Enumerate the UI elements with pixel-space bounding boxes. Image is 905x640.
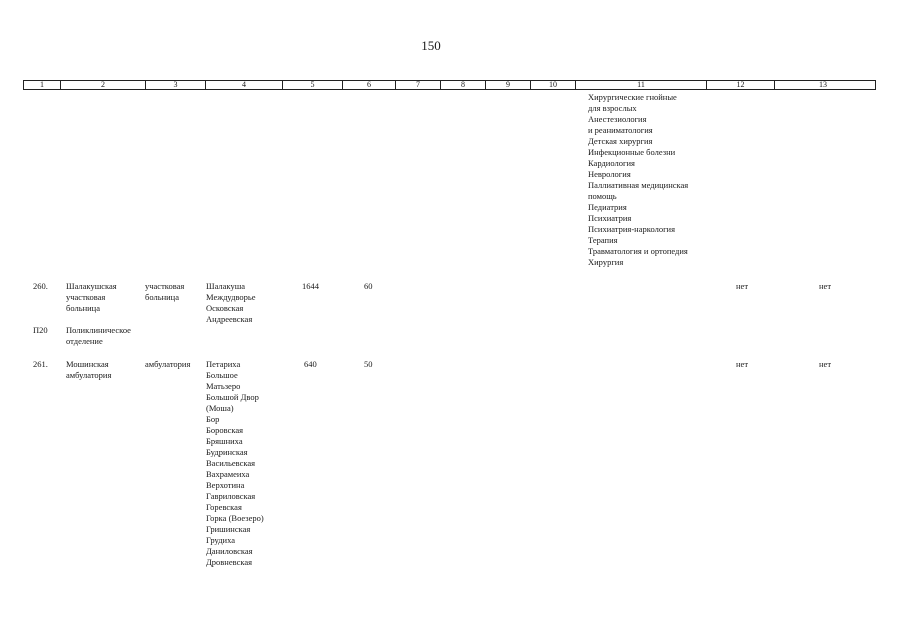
- settlement: Грудиха: [206, 535, 236, 545]
- continuation-specialties: [588, 92, 688, 268]
- entry-name-line: участковая: [66, 292, 106, 302]
- column-header: 11: [576, 81, 707, 89]
- specialty-item: Хирургические гнойные: [588, 92, 677, 102]
- entry-type-line: участковая: [145, 281, 185, 291]
- entry-col5: 1644: [302, 281, 319, 291]
- entry-name-line: Мошинская: [66, 359, 109, 369]
- column-header: 4: [206, 81, 283, 89]
- settlement: Большое: [206, 370, 238, 380]
- settlement: Вахрамеиха: [206, 469, 250, 479]
- column-header: 9: [486, 81, 531, 89]
- page-number: 150: [421, 38, 441, 53]
- settlement: Гавриловская: [206, 491, 256, 501]
- settlement: Матьзеро: [206, 381, 241, 391]
- sub-entry-name-line: отделение: [66, 336, 103, 346]
- entry-col13: нет: [819, 359, 832, 369]
- settlement: Бор: [206, 414, 220, 424]
- specialty-item: Кардиология: [588, 158, 635, 168]
- settlement: Боровская: [206, 425, 244, 435]
- sub-entry-code: П20: [33, 325, 48, 335]
- specialty-item: помощь: [588, 191, 617, 201]
- entry-type: [145, 281, 184, 303]
- specialty-item: Неврология: [588, 169, 631, 179]
- entry-name: [66, 281, 117, 314]
- specialty-item: Педиатрия: [588, 202, 627, 212]
- entry-settlements: [206, 281, 256, 325]
- settlement: Андреевская: [206, 314, 253, 324]
- entry-col12: нет: [736, 359, 749, 369]
- column-header: 7: [396, 81, 441, 89]
- entry-col6: 50: [364, 359, 373, 369]
- entry-type-line: амбулатория: [145, 359, 191, 369]
- entry-name-line: больница: [66, 303, 100, 313]
- specialty-item: Паллиативная медицинская: [588, 180, 689, 190]
- settlement: Междудворье: [206, 292, 256, 302]
- column-header: 10: [531, 81, 576, 89]
- settlement: Васильевская: [206, 458, 256, 468]
- settlement: Горка (Воезеро): [206, 513, 264, 523]
- entry-number: 261.: [33, 359, 48, 369]
- specialty-item: Хирургия: [588, 257, 624, 267]
- specialty-item: Психиатрия: [588, 213, 632, 223]
- entry-settlements: [206, 359, 264, 568]
- column-header: 12: [707, 81, 775, 89]
- settlement: Бряшниха: [206, 436, 243, 446]
- column-header: 6: [343, 81, 396, 89]
- specialty-item: Анестезиология: [588, 114, 647, 124]
- settlement: Верхотина: [206, 480, 245, 490]
- settlement: Большой Двор: [206, 392, 259, 402]
- column-header: 2: [61, 81, 146, 89]
- specialty-item: Инфекционные болезни: [588, 147, 676, 157]
- settlement: Дровневская: [206, 557, 253, 567]
- column-header: 1: [24, 81, 61, 89]
- entry-name: [66, 359, 111, 381]
- settlement: Гришинская: [206, 524, 251, 534]
- column-header: 3: [146, 81, 206, 89]
- entry-number: 260.: [33, 281, 48, 291]
- specialty-item: Психиатрия-наркология: [588, 224, 676, 234]
- settlement: Будринская: [206, 447, 248, 457]
- entry-col12: нет: [736, 281, 749, 291]
- settlement: Шалакуша: [206, 281, 246, 291]
- column-header: 5: [283, 81, 343, 89]
- column-header: 13: [819, 80, 827, 89]
- specialty-item: Травматология и ортопедия: [588, 246, 688, 256]
- entry-name-line: амбулатория: [66, 370, 112, 380]
- specialty-item: Терапия: [588, 235, 618, 245]
- column-header: 8: [441, 81, 486, 89]
- entry-name-line: Шалакушская: [66, 281, 117, 291]
- settlement: Осковская: [206, 303, 244, 313]
- specialty-item: и реаниматология: [588, 125, 653, 135]
- entry-type: [145, 359, 190, 370]
- settlement: Даниловская: [206, 546, 253, 556]
- sub-entry-name: [66, 325, 131, 347]
- settlement: (Моша): [206, 403, 234, 413]
- sub-entry-name-line: Поликлиническое: [66, 325, 131, 335]
- entry-col5: 640: [304, 359, 317, 369]
- specialty-item: для взрослых: [588, 103, 637, 113]
- settlement: Горевская: [206, 502, 242, 512]
- entry-col13: нет: [819, 281, 832, 291]
- settlement: Петариха: [206, 359, 241, 369]
- entry-col6: 60: [364, 281, 373, 291]
- specialty-item: Детская хирургия: [588, 136, 653, 146]
- table-header-row: [23, 80, 876, 90]
- entry-type-line: больница: [145, 292, 179, 302]
